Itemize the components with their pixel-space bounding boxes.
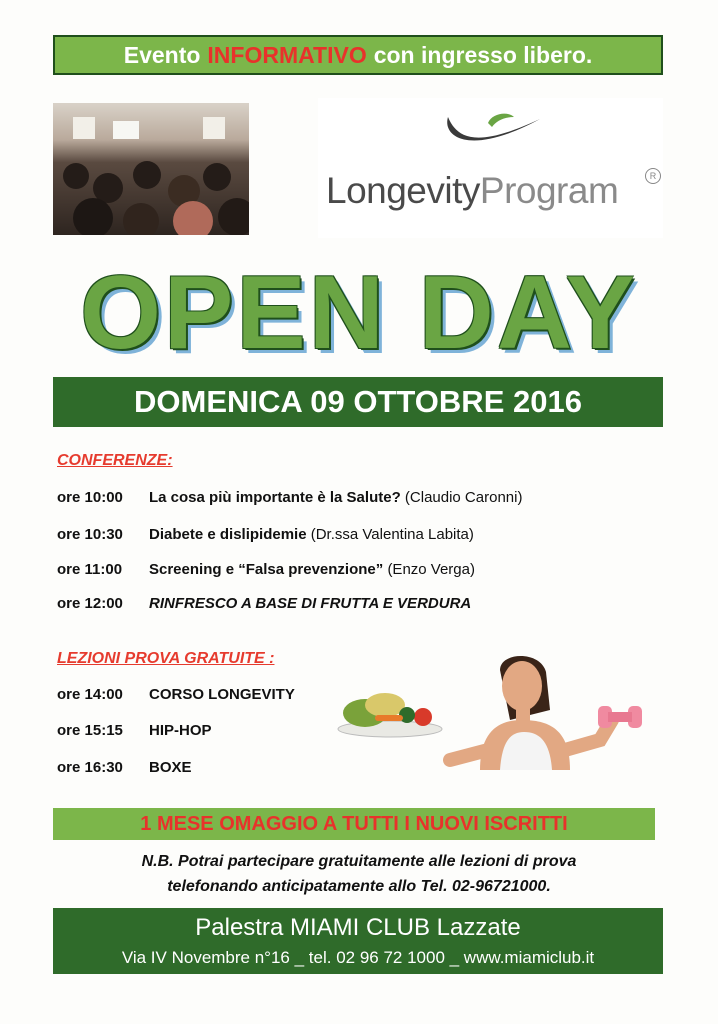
lesson-time: ore 16:30 (57, 759, 123, 776)
logo-swoosh-icon (440, 107, 550, 163)
registered-icon: R (645, 168, 661, 184)
logo-wordmark (326, 170, 618, 212)
info-banner-pre: Evento (123, 41, 201, 68)
conference-speaker: (Enzo Verga) (387, 561, 475, 578)
conference-time: ore 10:00 (57, 489, 123, 506)
conference-time: ore 12:00 (57, 595, 123, 612)
lesson-time: ore 14:00 (57, 686, 123, 703)
conference-item (57, 526, 474, 543)
conference-title: La cosa più importante è la Salute? (149, 489, 401, 506)
lesson-title: BOXE (149, 759, 192, 776)
info-banner (53, 35, 663, 75)
conference-item (57, 489, 522, 506)
lesson-item (57, 759, 192, 776)
conference-title: Screening e “Falsa prevenzione” (149, 561, 384, 578)
conference-speaker: (Claudio Caronni) (404, 489, 523, 506)
logo-wordmark-part2: Program (479, 170, 619, 211)
conference-item (57, 561, 475, 578)
footer-banner (53, 908, 663, 974)
note-line-2: telefonando anticipatamente allo Tel. 02-96721000. (167, 878, 551, 895)
lesson-title: HIP-HOP (149, 722, 212, 739)
conferences-title: CONFERENZE: (57, 452, 173, 469)
promo-banner: 1 MESE OMAGGIO A TUTTI I NUOVI ISCRITTI (53, 808, 655, 840)
date-banner: DOMENICA 09 OTTOBRE 2016 (53, 377, 663, 427)
conference-time: ore 11:00 (57, 561, 123, 578)
lesson-item (57, 722, 212, 739)
conference-item (57, 595, 471, 612)
gym-address: Via IV Novembre n°16 _ tel. 02 96 72 1000 _ www.miamiclub.it (121, 948, 595, 967)
fruit-plate-icon (335, 685, 445, 745)
conference-title: Diabete e dislipidemie (149, 526, 307, 543)
lesson-title: CORSO LONGEVITY (149, 686, 295, 703)
headline: OPEN DAY (80, 255, 638, 371)
conference-photo (53, 103, 249, 235)
info-banner-highlight: INFORMATIVO (207, 41, 367, 68)
logo-wordmark-part1: Longevity (326, 170, 480, 211)
fitness-woman-icon (440, 650, 660, 770)
conference-time: ore 10:30 (57, 526, 123, 543)
gym-name: Palestra MIAMI CLUB Lazzate (195, 914, 521, 941)
lesson-time: ore 15:15 (57, 722, 123, 739)
lesson-item (57, 686, 295, 703)
info-banner-post: con ingresso libero. (373, 41, 593, 68)
note-line-1: N.B. Potrai partecipare gratuitamente alle lezioni di prova (141, 853, 577, 870)
conference-title: RINFRESCO A BASE DI FRUTTA E VERDURA (149, 595, 472, 612)
conference-speaker: (Dr.ssa Valentina Labita) (310, 526, 474, 543)
lessons-title: LEZIONI PROVA GRATUITE : (57, 650, 275, 667)
